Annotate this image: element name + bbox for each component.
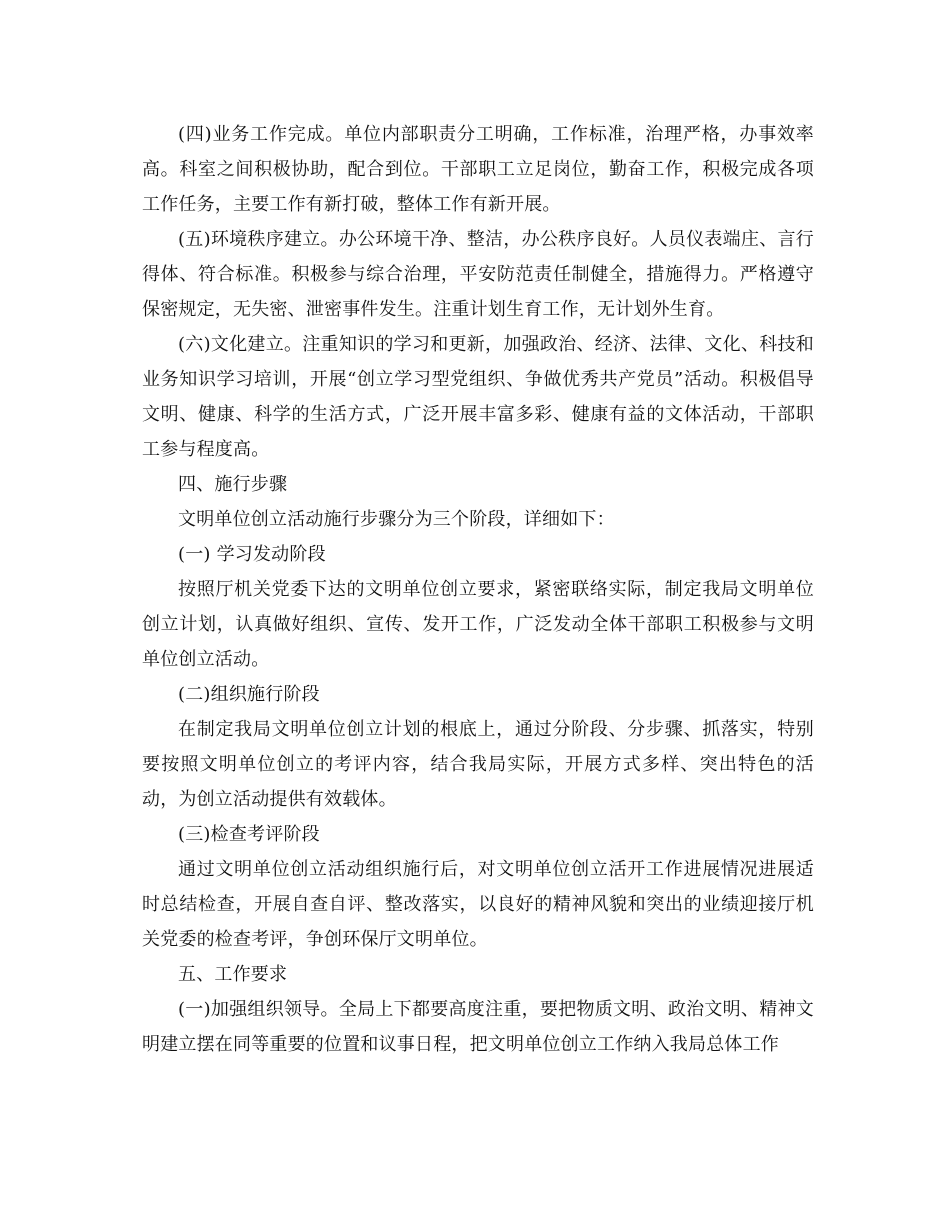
paragraph-steps-intro: 文明单位创立活动施行步骤分为三个阶段，详细如下： bbox=[178, 509, 615, 530]
subheading-study-phase: (一) 学习发动阶段 bbox=[178, 544, 326, 565]
paragraph-implementation-phase: 在制定我局文明单位创立计划的根底上，通过分阶段、分步骤、抓落实，特别要按照文明单位创立的考评内容，结合我局实际，开展方式多样、突出特色的活动，为创立活动提供有效载体。 bbox=[142, 719, 814, 810]
section-heading-requirements: 五、工作要求 bbox=[178, 964, 288, 985]
paragraph-study-phase: 按照厅机关党委下达的文明单位创立要求，紧密联络实际，制定我局文明单位创立计划，认真做好组织、宣传、发开工作，广泛发动全体干部职工积极参与文明单位创立活动。 bbox=[142, 579, 814, 670]
paragraph-inspection-phase: 通过文明单位创立活动组织施行后，对文明单位创立活开工作进展情况进展适时总结检查，开展自查自评、整改落实，以良好的精神风貌和突出的业绩迎接厅机关党委的检查考评，争创环保厅文明单位。 bbox=[142, 859, 814, 950]
paragraph-environment-order: (五)环境秩序建立。办公环境干净、整洁，办公秩序良好。人员仪表端庄、言行得体、符合标准。积极参与综合治理，平安防范责任制健全，措施得力。严格遵守保密规定，无失密、泄密事件发生。注重计划生育工作，无计划外生育。 bbox=[142, 229, 814, 320]
subheading-implementation-phase: (二)组织施行阶段 bbox=[178, 684, 320, 705]
paragraph-leadership: (一)加强组织领导。全局上下都要高度注重，要把物质文明、政治文明、精神文明建立摆在同等重要的位置和议事日程，把文明单位创立工作纳入我局总体工作 bbox=[142, 999, 814, 1055]
subheading-inspection-phase: (三)检查考评阶段 bbox=[178, 824, 320, 845]
paragraph-business-work: (四)业务工作完成。单位内部职责分工明确，工作标准，治理严格，办事效率高。科室之间积极协助，配合到位。干部职工立足岗位，勤奋工作，积极完成各项工作任务，主要工作有新打破，整体工作有新开展。 bbox=[142, 124, 814, 215]
paragraph-culture: (六)文化建立。注重知识的学习和更新，加强政治、经济、法律、文化、科技和业务知识学习培训，开展“创立学习型党组织、争做优秀共产党员”活动。积极倡导文明、健康、科学的生活方式，广泛开展丰富多彩、健康有益的文体活动，干部职工参与程度高。 bbox=[142, 334, 814, 460]
section-heading-steps: 四、施行步骤 bbox=[178, 474, 288, 495]
document-body bbox=[142, 117, 814, 1062]
